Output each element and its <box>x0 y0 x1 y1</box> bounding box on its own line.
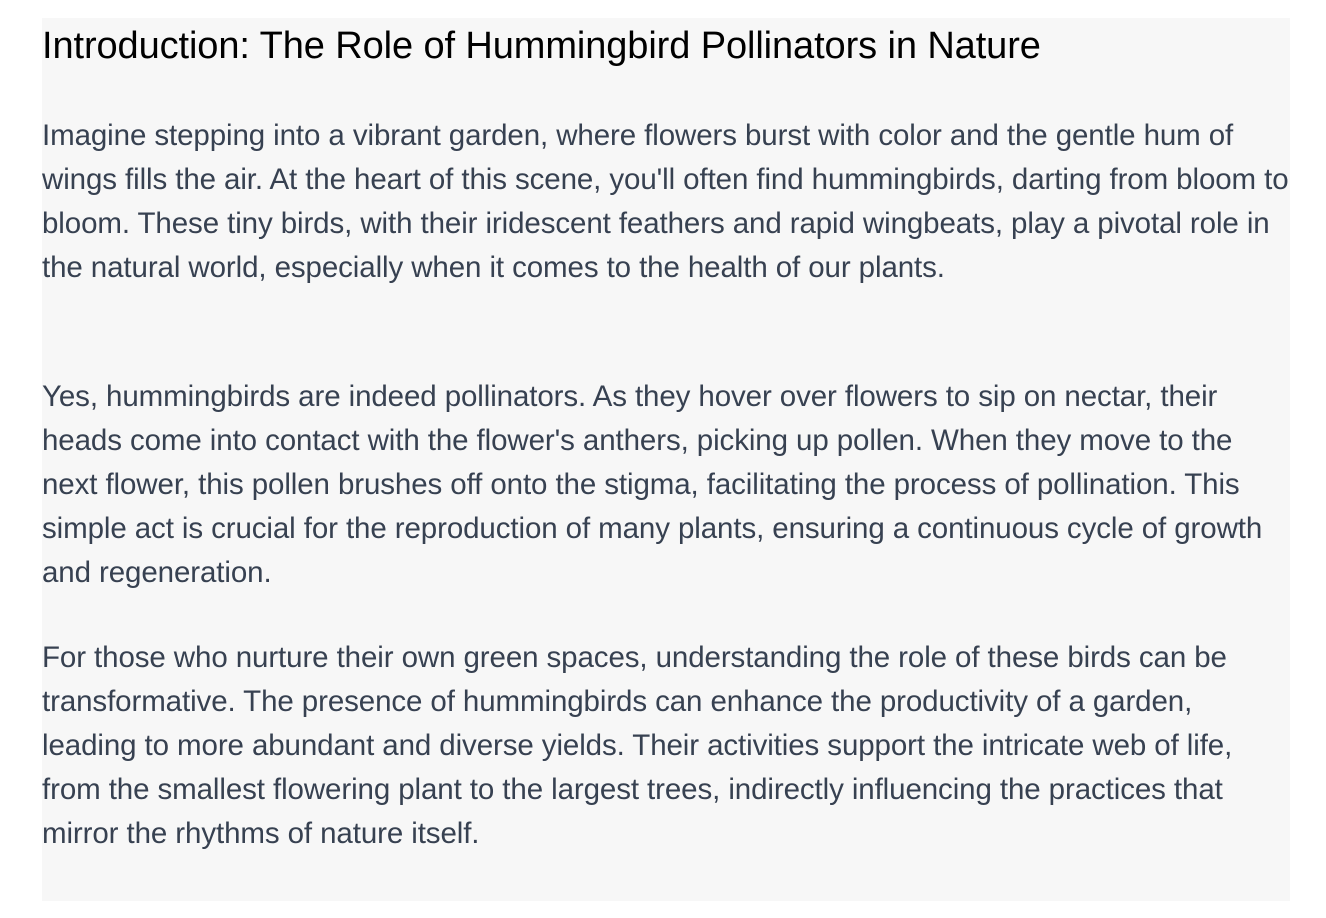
article-paragraph-2: Yes, hummingbirds are indeed pollinators. As they hover over flowers to sip on nectar, their heads come into contact with the flower's anthers, picking up pollen. When they move to the next flower, this pollen brushes off onto the stigma, facilitating the process of pollination. This simple act is crucial for the reproduction of many plants, ensuring a continuous cycle of growth and regeneration. <box>42 380 1263 589</box>
article-paragraph-3: For those who nurture their own green spaces, understanding the role of these birds can be transformative. The presence of hummingbirds can enhance the productivity of a garden, leading to more abundant and diverse yields. Their activities support the intricate web of life, from the smallest flowering plant to the largest trees, indirectly influencing the practices that mirror the rhythms of nature itself. <box>42 641 1233 850</box>
article-title: Introduction: The Role of Hummingbird Pollinators in Nature <box>42 25 1041 67</box>
article-container <box>42 18 1290 901</box>
article-paragraph-1: Imagine stepping into a vibrant garden, where flowers burst with color and the gentle hum of wings fills the air. At the heart of this scene, you'll often find hummingbirds, darting from bloom to bloom. These tiny birds, with their iridescent feathers and rapid wingbeats, play a pivotal role in the natural world, especially when it comes to the health of our plants. <box>42 119 1289 284</box>
